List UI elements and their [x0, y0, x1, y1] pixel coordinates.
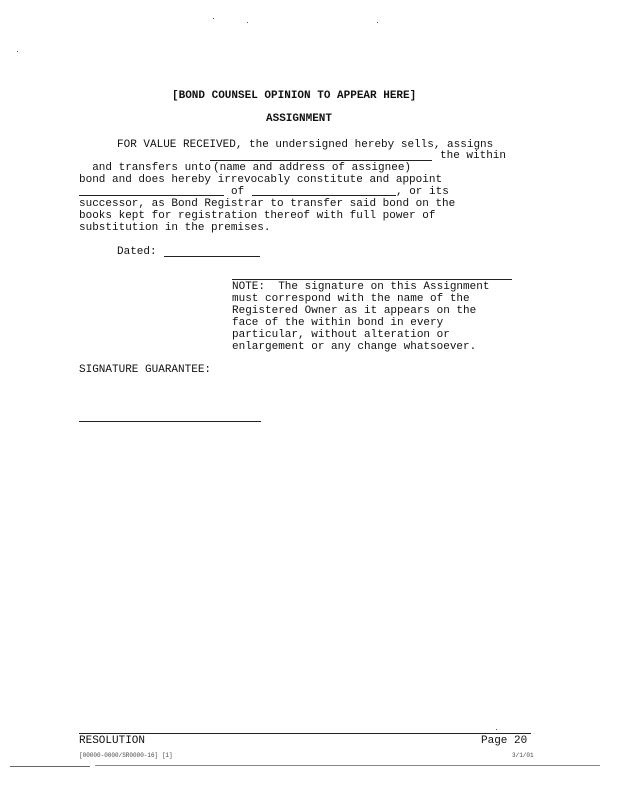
note-line-1: NOTE: The signature on this Assignment: [232, 281, 490, 293]
body-line-4-of: of: [231, 186, 245, 198]
dated-label: Dated:: [117, 246, 157, 258]
assignee-blank: [210, 160, 432, 161]
assignor-signature-line: [232, 279, 512, 280]
signature-guarantee-label: SIGNATURE GUARANTEE:: [79, 364, 212, 376]
body-line-3: bond and does hereby irrevocably constitute and appoint: [79, 174, 443, 186]
note-line-2: must correspond with the name of the: [232, 293, 470, 305]
attorney-blank: [79, 195, 224, 196]
opinion-placeholder: [BOND COUNSEL OPINION TO APPEAR HERE]: [172, 90, 417, 102]
note-line-6: enlargement or any change whatsoever.: [232, 341, 477, 353]
footer-doc-code: [00000-0000/SR0000-16] [1]: [79, 752, 173, 759]
scan-speck: [17, 51, 18, 52]
note-line-3: Registered Owner as it appears on the: [232, 305, 477, 317]
dated-blank: [164, 256, 260, 257]
note-line-4: face of the within bond in every: [232, 317, 444, 329]
footer-resolution: RESOLUTION: [79, 735, 146, 747]
scan-speck: [213, 18, 214, 19]
assignee-caption: (name and address of assignee): [213, 162, 412, 174]
attorney-address-blank: [252, 195, 396, 196]
scan-edge-line: [10, 766, 90, 767]
footer-rule: [79, 733, 531, 734]
body-line-2-end: the within: [440, 150, 507, 162]
body-line-4-end: , or its: [396, 186, 449, 198]
body-line-6: books kept for registration thereof with full power of: [79, 210, 436, 222]
body-line-1: FOR VALUE RECEIVED, the undersigned hereby sells, assigns: [117, 139, 494, 151]
footer-page-number: Page 20: [481, 735, 528, 747]
body-line-7: substitution in the premises.: [79, 222, 271, 234]
scan-speck: [247, 22, 248, 23]
note-line-5: particular, without alteration or: [232, 329, 450, 341]
scan-speck: [377, 22, 378, 23]
body-line-2: [79, 150, 211, 174]
signature-guarantee-line: [79, 421, 261, 422]
body-line-2-start: and transfers unto: [92, 162, 212, 174]
footer-date-code: 3/1/01: [512, 752, 534, 759]
body-line-5: successor, as Bond Registrar to transfer said bond on the: [79, 198, 456, 210]
assignment-title: ASSIGNMENT: [266, 113, 333, 125]
scan-edge-line: [95, 765, 600, 766]
scan-speck: [496, 729, 497, 730]
